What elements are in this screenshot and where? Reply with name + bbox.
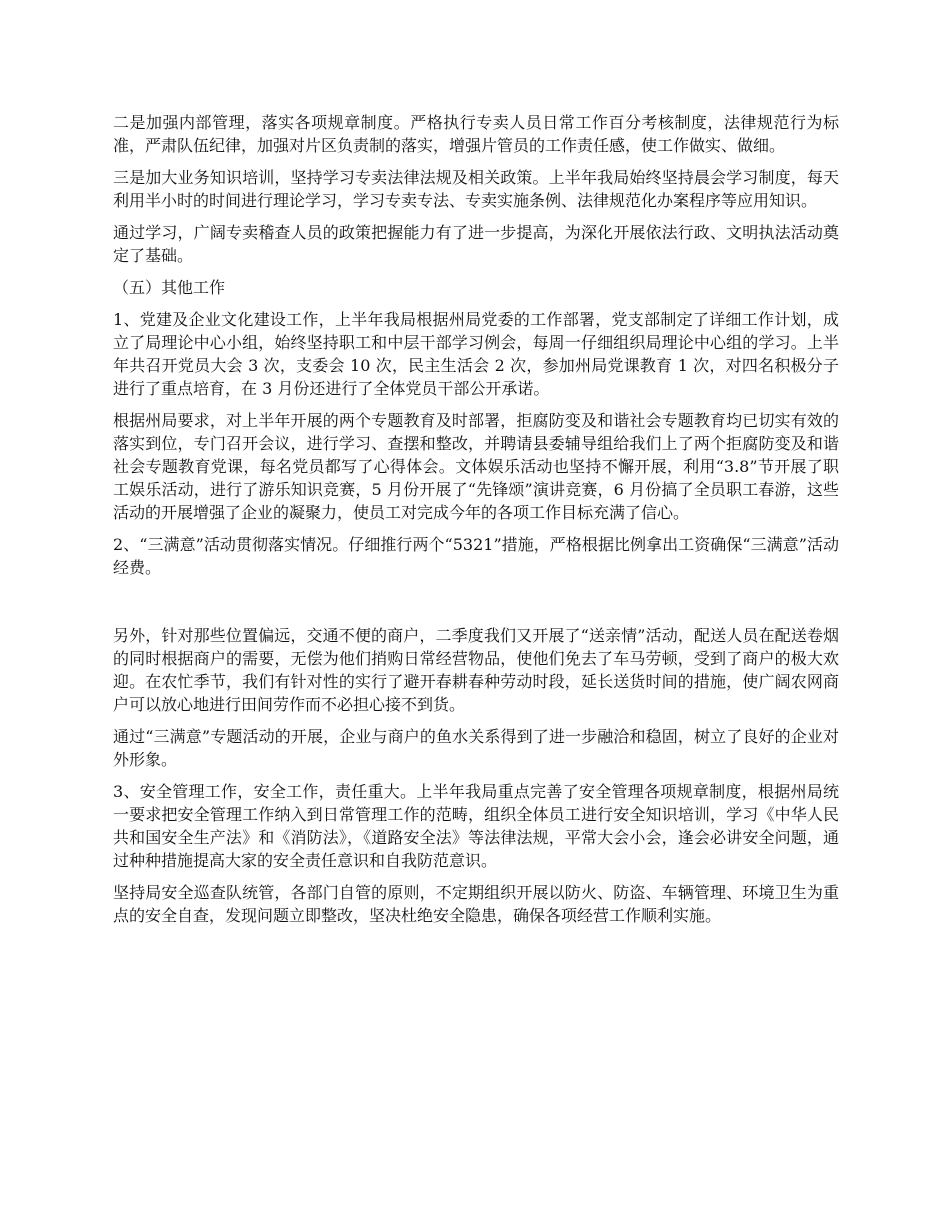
paragraph-training: 三是加大业务知识培训，坚持学习专卖法律法规及相关政策。上半年我局始终坚持晨会学习制度，每天利用半小时的时间进行理论学习，学习专卖专法、专卖实施条例、法律规范化办案程序等应用知识。 — [113, 168, 839, 210]
paragraph-study-result: 通过学习，广阔专卖稽查人员的政策把握能力有了进一步提高，为深化开展依法行政、文明执法活动奠定了基础。 — [113, 223, 839, 265]
paragraph-delivery-service: 另外，针对那些位置偏远，交通不便的商户，二季度我们又开展了“送亲情”活动，配送人员在配送卷烟的同时根据商户的需要，无偿为他们捎购日常经营物品，使他们免去了车马劳顿，受到了商户的极大欢迎。在农忙季节，我们有针对性的实行了避开春耕春种劳动时段，延长送货时间的措施，使广阔农网商户可以放心地进行田间劳作而不必担心接不到货。 — [113, 626, 839, 714]
paragraph-internal-management: 二是加强内部管理，落实各项规章制度。严格执行专卖人员日常工作百分考核制度，法律规范行为标准，严肃队伍纪律，加强对片区负责制的落实，增强片管员的工作责任感，使工作做实、做细。 — [113, 113, 839, 155]
paragraph-enterprise-image: 通过“三满意”专题活动的开展，企业与商户的鱼水关系得到了进一步融洽和稳固，树立了良好的企业对外形象。 — [113, 727, 839, 769]
paragraph-special-education: 根据州局要求，对上半年开展的两个专题教育及时部署，拒腐防变及和谐社会专题教育均已切实有效的落实到位，专门召开会议，进行学习、查摆和整改，并聘请县委辅导组给我们上了两个拒腐防变及和谐社会专题教育党课，每名党员都写了心得体会。文体娱乐活动也坚持不懈开展，利用“3.8”节开展了职工娱乐活动，进行了游乐知识竞赛，5 月份开展了“先锋颂”演讲竞赛，6 月份搞了全员职工春游，这些活动的开展增强了企业的凝聚力，使员工对完成今年的各项工作目标充满了信心。 — [113, 411, 839, 522]
paragraph-safety-management: 3、安全管理工作，安全工作，责任重大。上半年我局重点完善了安全管理各项规章制度，根据州局统一要求把安全管理工作纳入到日常管理工作的范畴，组织全体员工进行安全知识培训，学习《中华人民共和国安全生产法》和《消防法》，《道路安全法》等法律法规，平常大会小会，逢会必讲安全问题，通过种种措施提高大家的安全责任意识和自我防范意识。 — [113, 782, 839, 870]
paragraph-three-satisfaction: 2、“三满意”活动贯彻落实情况。仔细推行两个“5321”措施，严格根据比例拿出工资确保“三满意”活动经费。 — [113, 535, 839, 577]
paragraph-safety-inspection: 坚持局安全巡查队统管，各部门自管的原则，不定期组织开展以防火、防盗、车辆管理、环境卫生为重点的安全自查，发现问题立即整改，坚决杜绝安全隐患，确保各项经营工作顺利实施。 — [113, 883, 839, 925]
section-heading-other-work: （五）其他工作 — [113, 278, 226, 297]
paragraph-party-building: 1、党建及企业文化建设工作，上半年我局根据州局党委的工作部署，党支部制定了详细工作计划，成立了局理论中心小组，始终坚持职工和中层干部学习例会，每周一仔细组织局理论中心组的学习。上半年共召开党员大会 3 次，支委会 10 次，民主生活会 2 次，参加州局党课教育 1 次，对四名积极分子进行了重点培育，在 3 月份还进行了全体党员干部公开承诺。 — [113, 310, 839, 398]
document-body — [113, 111, 839, 936]
